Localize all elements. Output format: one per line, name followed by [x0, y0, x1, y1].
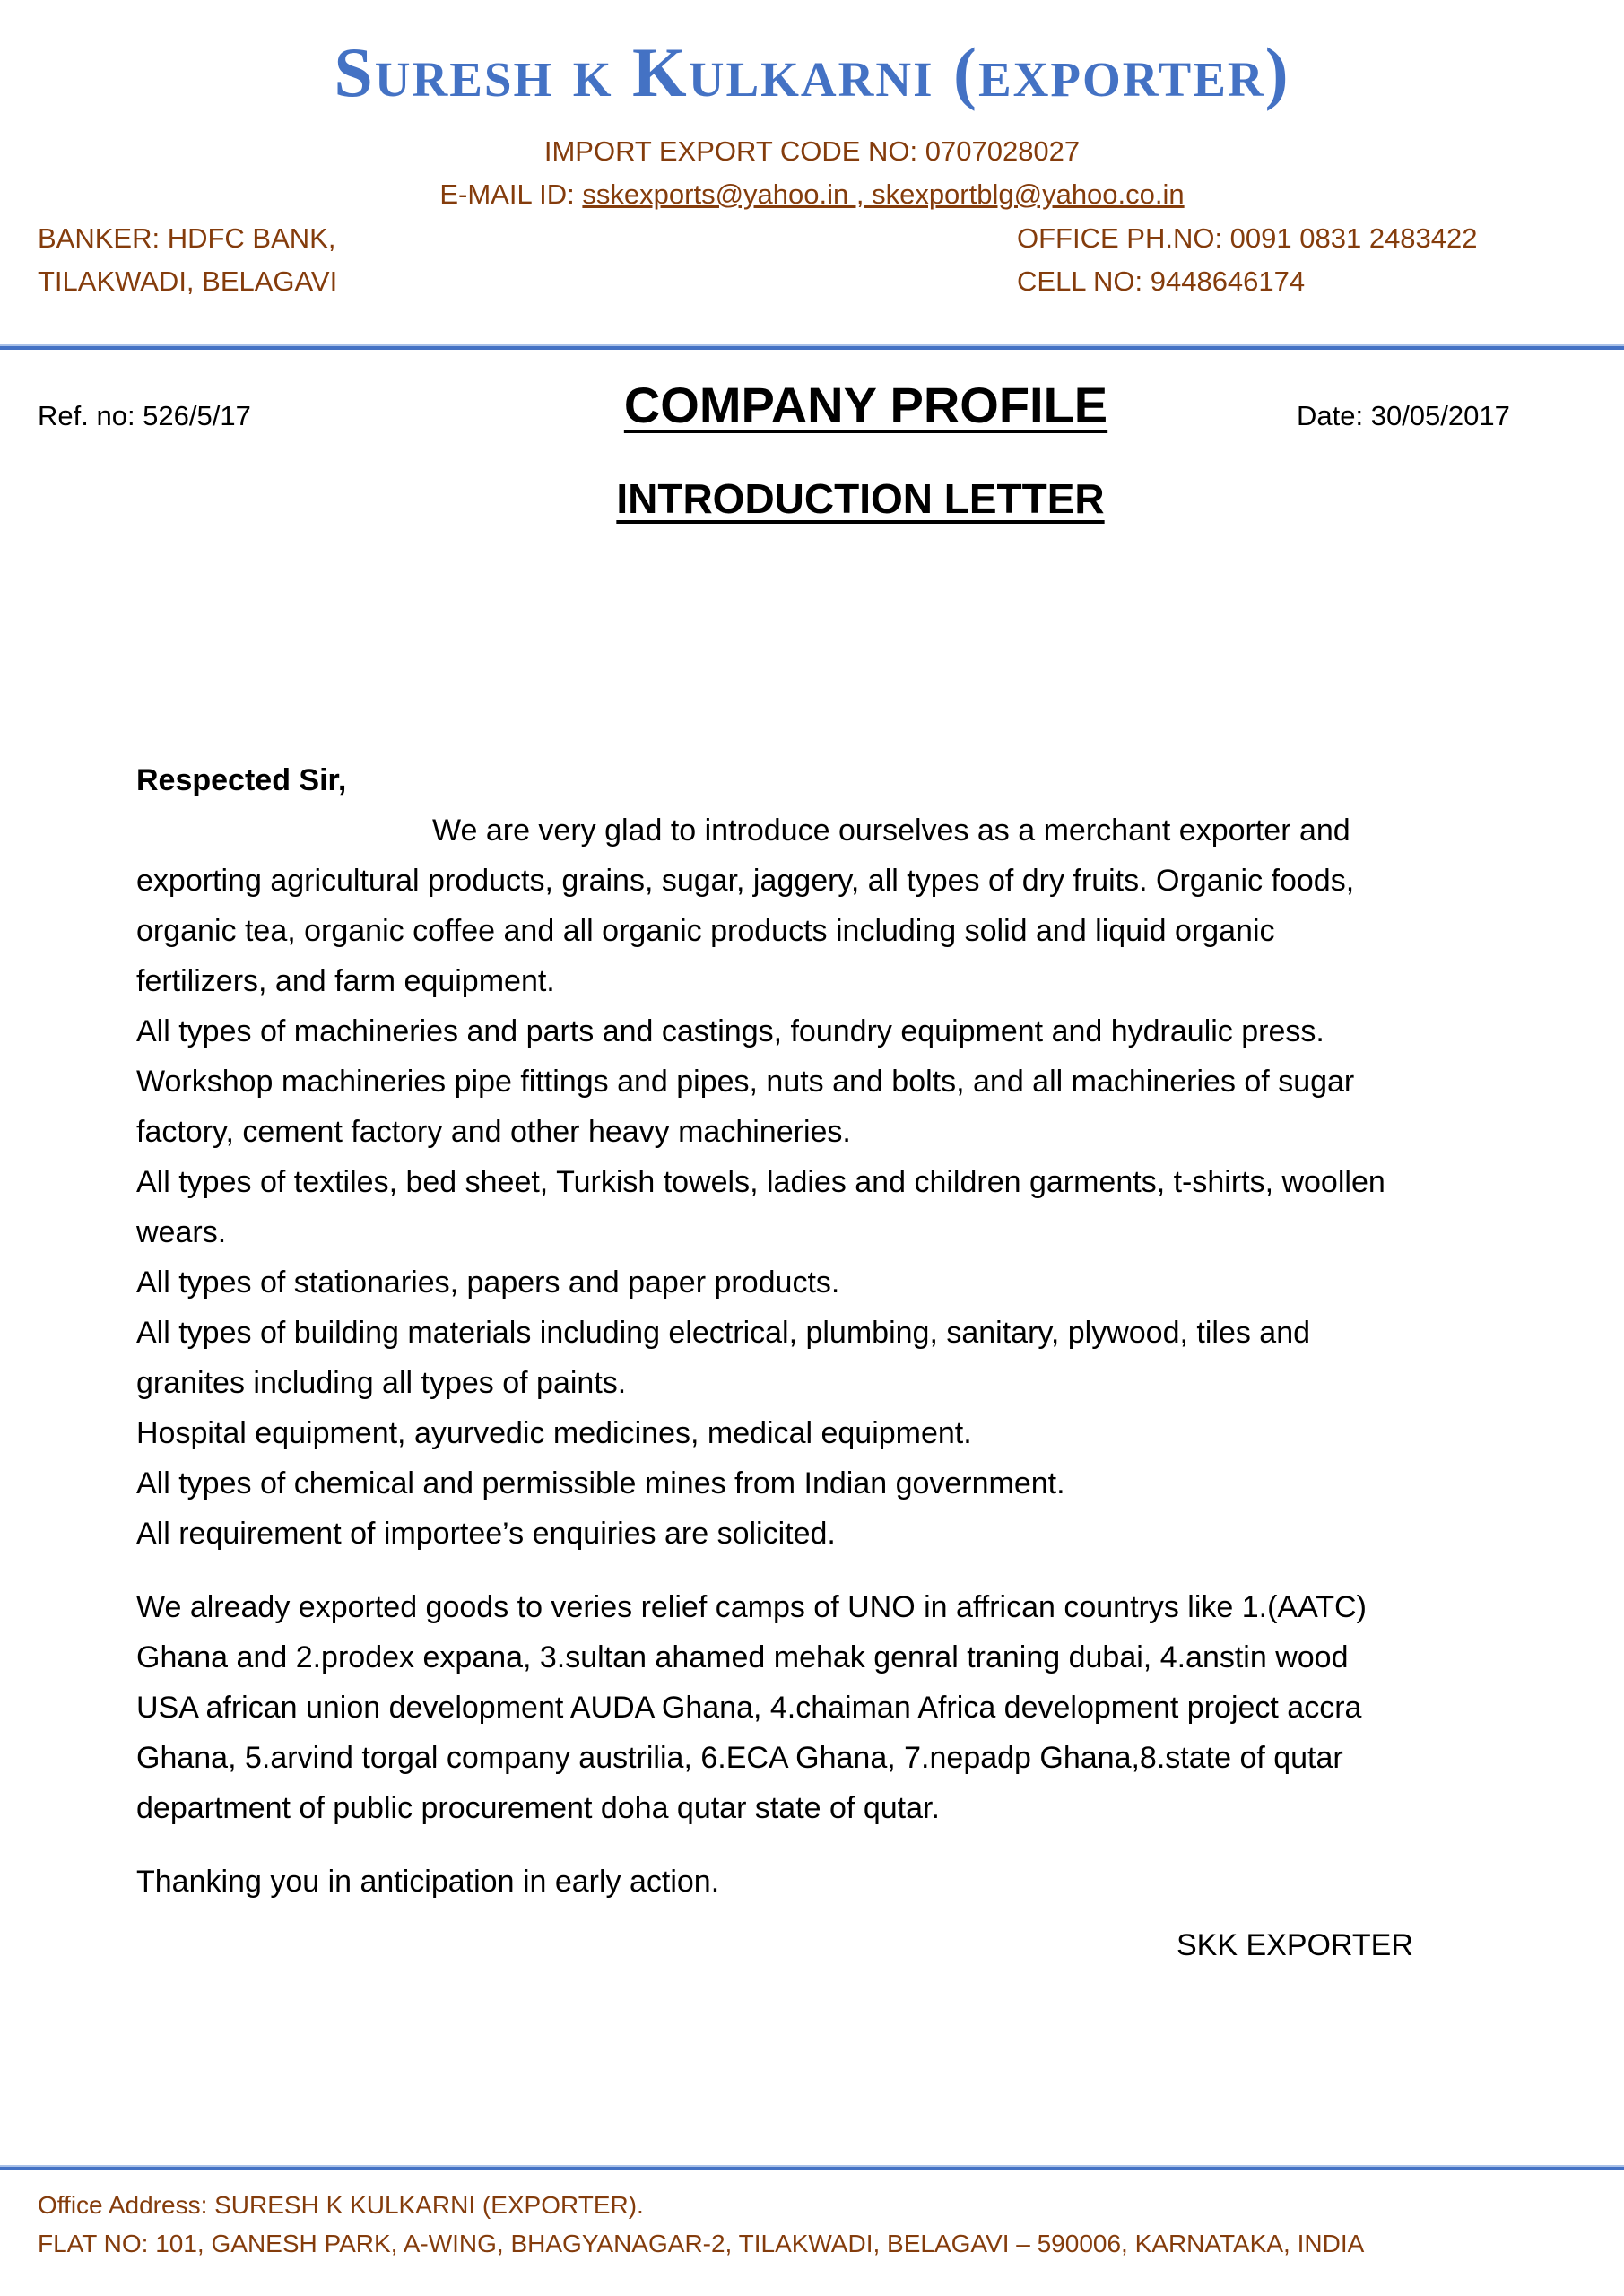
letter-date: Date: 30/05/2017 [1297, 400, 1510, 431]
exports-line: USA african union development AUDA Ghana, 4.chaiman Africa development project accra [136, 1691, 1362, 1725]
email-line [0, 180, 1624, 208]
body-line: exporting agricultural products, grains, sugar, jaggery, all types of dry fruits. Organic foods, [136, 864, 1355, 898]
body-line: All requirement of importee’s enquiries are solicited. [136, 1517, 836, 1551]
body-line: All types of stationaries, papers and paper products. [136, 1265, 840, 1300]
body-line: Hospital equipment, ayurvedic medicines, medical equipment. [136, 1416, 972, 1450]
banker-line-2: TILAKWADI, BELAGAVI [38, 265, 338, 297]
footer-divider [0, 2167, 1624, 2170]
footer-full-address: FLAT NO: 101, GANESH PARK, A-WING, BHAGYANAGAR-2, TILAKWADI, BELAGAVI – 590006, KARNATAKA, INDIA [38, 2230, 1365, 2257]
email-label: E-MAIL ID: [439, 178, 583, 210]
letter-body [136, 755, 1589, 1907]
body-line: fertilizers, and farm equipment. [136, 964, 555, 998]
body-line: granites including all types of paints. [136, 1366, 627, 1400]
page-subtitle: INTRODUCTION LETTER [616, 475, 1105, 522]
cell-number: CELL NO: 9448646174 [1017, 265, 1306, 297]
exports-line: Ghana and 2.prodex expana, 3.sultan ahamed mehak genral traning dubai, 4.anstin wood [136, 1640, 1349, 1674]
greeting: Respected Sir, [136, 763, 347, 797]
body-line: Workshop machineries pipe fittings and pipes, nuts and bolts, and all machineries of sugar [136, 1065, 1355, 1099]
body-line: We are very glad to introduce ourselves as a merchant exporter and [432, 813, 1350, 848]
header-divider [0, 346, 1624, 350]
banker-line-1: BANKER: HDFC BANK, [38, 222, 336, 254]
page-title: COMPANY PROFILE [623, 377, 1108, 433]
body-line: All types of machineries and parts and castings, foundry equipment and hydraulic press. [136, 1014, 1324, 1048]
exports-line: Ghana, 5.arvind torgal company austrilia, 6.ECA Ghana, 7.nepadp Ghana,8.state of qutar [136, 1741, 1343, 1775]
exports-line: We already exported goods to veries relief camps of UNO in affrican countrys like 1.(AATC) [136, 1590, 1367, 1624]
office-phone: OFFICE PH.NO: 0091 0831 2483422 [1017, 222, 1478, 254]
company-name: Suresh k Kulkarni (exporter) [334, 33, 1290, 111]
body-line: organic tea, organic coffee and all organic products including solid and liquid organic [136, 914, 1275, 948]
footer-office-address: Office Address: SURESH K KULKARNI (EXPORTER). [38, 2191, 644, 2219]
signature: SKK EXPORTER [1177, 1928, 1413, 1962]
body-line: factory, cement factory and other heavy machineries. [136, 1115, 851, 1149]
body-line: All types of textiles, bed sheet, Turkish towels, ladies and children garments, t-shirts, woollen [136, 1165, 1385, 1199]
body-line: wears. [136, 1215, 227, 1249]
reference-number: Ref. no: 526/5/17 [38, 400, 251, 431]
exports-line: department of public procurement doha qutar state of qutar. [136, 1791, 940, 1825]
body-line: All types of chemical and permissible mines from Indian government. [136, 1466, 1065, 1500]
import-export-code: IMPORT EXPORT CODE NO: 0707028027 [543, 135, 1081, 167]
body-line: All types of building materials including electrical, plumbing, sanitary, plywood, tiles and [136, 1316, 1311, 1350]
email-links[interactable]: sskexports@yahoo.in , skexportblg@yahoo.co.in [582, 178, 1185, 210]
closing-line: Thanking you in anticipation in early action. [136, 1865, 720, 1899]
